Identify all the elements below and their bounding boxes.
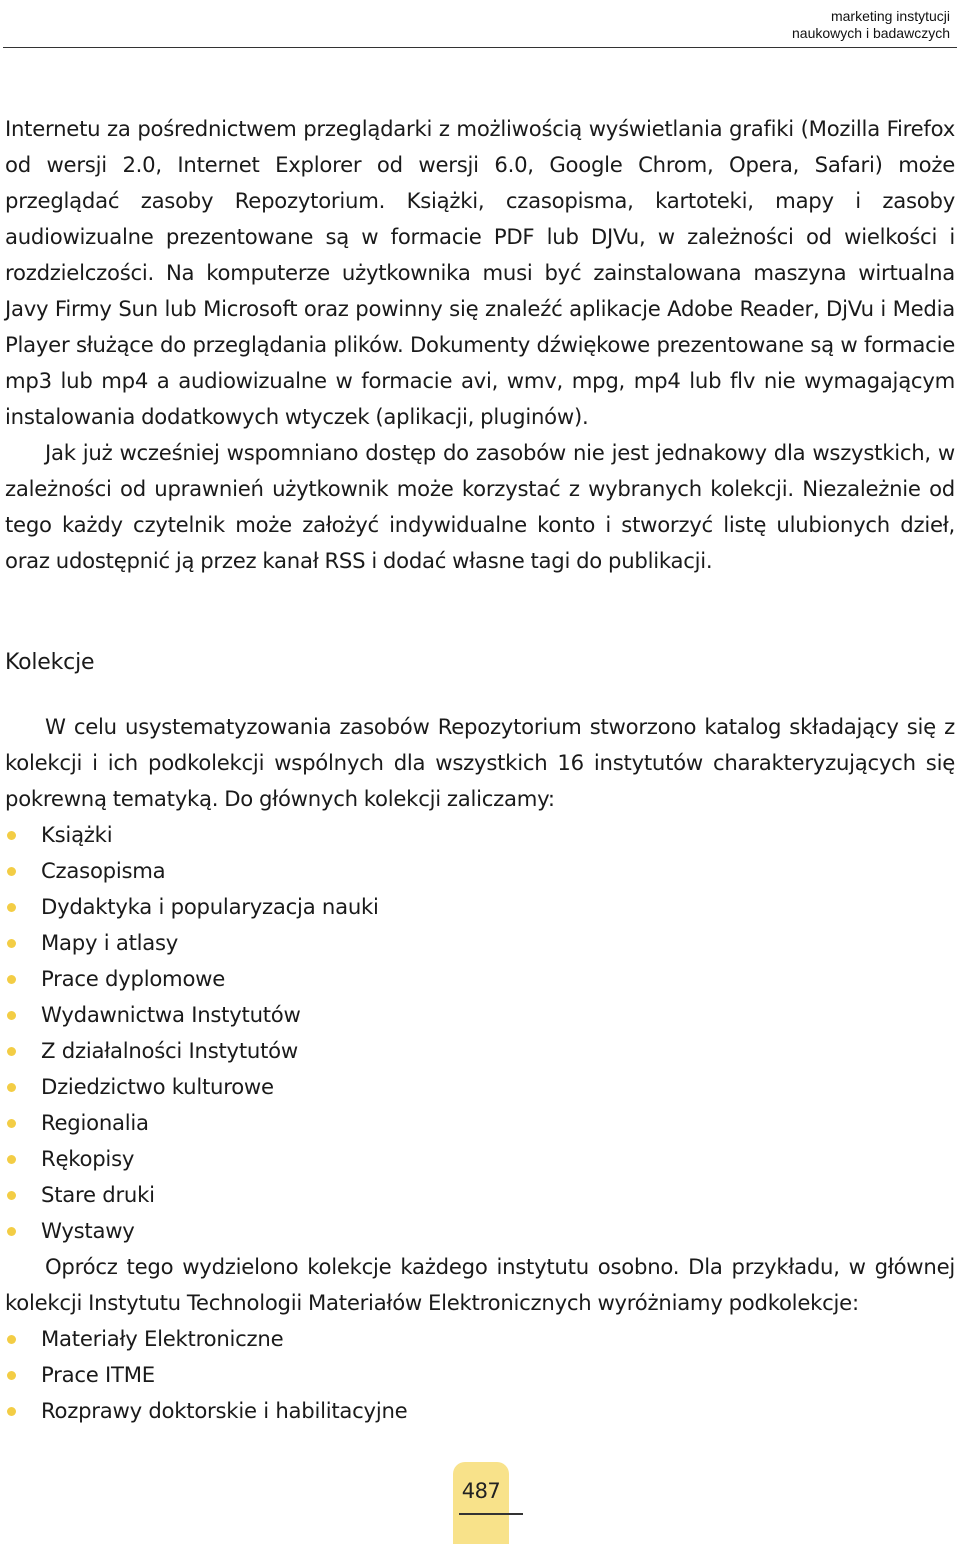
- bullet-icon: [7, 831, 16, 840]
- list-item: [5, 961, 955, 997]
- bullet-icon: [7, 939, 16, 948]
- list-item-label: Regionalia: [41, 1110, 149, 1135]
- list-item-label: Książki: [41, 822, 113, 847]
- list-item: [5, 1069, 955, 1105]
- page-body: [5, 111, 955, 1429]
- paragraph-subcollections-intro: Oprócz tego wydzielono kolekcje każdego instytutu osobno. Dla przykładu, w głównej kolekcji Instytutu Technologii Materiałów Elektronicznych wyróżniamy podkolekcje:: [5, 1254, 955, 1315]
- list-item-label: Wydawnictwa Instytutów: [41, 1002, 301, 1027]
- list-item-label: Prace dyplomowe: [41, 966, 226, 991]
- list-item-label: Rozprawy doktorskie i habilitacyjne: [41, 1398, 408, 1423]
- bullet-icon: [7, 1371, 16, 1380]
- list-item: [5, 853, 955, 889]
- paragraph-collections-intro: W celu usystematyzowania zasobów Repozytorium stworzono katalog składający się z kolekcji i ich podkolekcji wspólnych dla wszystkich 16 instytutów charakteryzujących się pokrewną tematyką. Do głównych kolekcji zaliczamy:: [5, 714, 955, 811]
- heading-spacer: [5, 681, 955, 709]
- section-heading: Kolekcje: [5, 650, 95, 675]
- page-number-underline: [459, 1513, 523, 1515]
- list-item-label: Mapy i atlasy: [41, 930, 179, 955]
- list-item: [5, 817, 955, 853]
- bullet-icon: [7, 1335, 16, 1344]
- list-item-label: Z działalności Instytutów: [41, 1038, 298, 1063]
- running-head-line-1: marketing instytucji: [830, 8, 950, 24]
- bullet-icon: [7, 1191, 16, 1200]
- list-item: [5, 889, 955, 925]
- bullet-icon: [7, 975, 16, 984]
- main-collections-list: [5, 817, 955, 1249]
- bullet-icon: [7, 1011, 16, 1020]
- list-item: [5, 997, 955, 1033]
- list-item-label: Dziedzictwo kulturowe: [41, 1074, 274, 1099]
- sub-collections-list: [5, 1321, 955, 1429]
- list-item-label: Wystawy: [41, 1218, 135, 1243]
- list-item: [5, 1177, 955, 1213]
- list-item: [5, 1033, 955, 1069]
- bullet-icon: [7, 1047, 16, 1056]
- paragraph-user-permissions: Jak już wcześniej wspomniano dostęp do zasobów nie jest jednakowy dla wszystkich, w zależności od uprawnień użytkownik może korzystać z wybranych kolekcji. Niezależnie od tego każdy czytelnik może założyć indywidualne konto i stworzyć listę ulubionych dzieł, oraz udostępnić ją przez kanał RSS i dodać własne tagi do publikacji.: [5, 440, 955, 573]
- list-item: [5, 1357, 955, 1393]
- running-head: [792, 8, 950, 42]
- bullet-icon: [7, 903, 16, 912]
- header-divider: [3, 47, 957, 48]
- bullet-icon: [7, 1407, 16, 1416]
- list-item: [5, 1105, 955, 1141]
- list-item-label: Rękopisy: [41, 1146, 135, 1171]
- list-item-label: Czasopisma: [41, 858, 166, 883]
- list-item-label: Prace ITME: [41, 1362, 155, 1387]
- list-item-label: Stare druki: [41, 1182, 155, 1207]
- list-item: [5, 925, 955, 961]
- paragraph-repository-access: Internetu za pośrednictwem przeglądarki z możliwością wyświetlania grafiki (Mozilla Firefox od wersji 2.0, Internet Explorer od wersji 6.0, Google Chrom, Opera, Safari) może przeglądać zasoby Repozytorium. Książki, czasopisma, kartoteki, mapy i zasoby audiowizualne prezentowane są w formacie PDF lub DJVu, w zależności od wielkości i rozdzielczości. Na komputerze użytkownika musi być zainstalowana maszyna wirtualna Javy Firmy Sun lub Microsoft oraz powinny się znaleźć aplikacje Adobe Reader, DjVu i Media Player służące do przeglądania plików. Dokumenty dźwiękowe prezentowane są w formacie mp3 lub mp4 a audiowizualne w formacie avi, wmv, mpg, mp4 lub flv nie wymagającym instalowania dodatkowych wtyczek (aplikacji, pluginów).: [5, 116, 955, 429]
- list-item-label: Materiały Elektroniczne: [41, 1326, 284, 1351]
- list-item-label: Dydaktyka i popularyzacja nauki: [41, 894, 379, 919]
- list-item: [5, 1141, 955, 1177]
- bullet-icon: [7, 1119, 16, 1128]
- bullet-icon: [7, 867, 16, 876]
- page-number: 487: [461, 1479, 501, 1503]
- bullet-icon: [7, 1083, 16, 1092]
- list-item: [5, 1213, 955, 1249]
- list-item: [5, 1393, 955, 1429]
- running-head-line-2: naukowych i badawczych: [792, 25, 950, 41]
- bullet-icon: [7, 1227, 16, 1236]
- list-item: [5, 1321, 955, 1357]
- bullet-icon: [7, 1155, 16, 1164]
